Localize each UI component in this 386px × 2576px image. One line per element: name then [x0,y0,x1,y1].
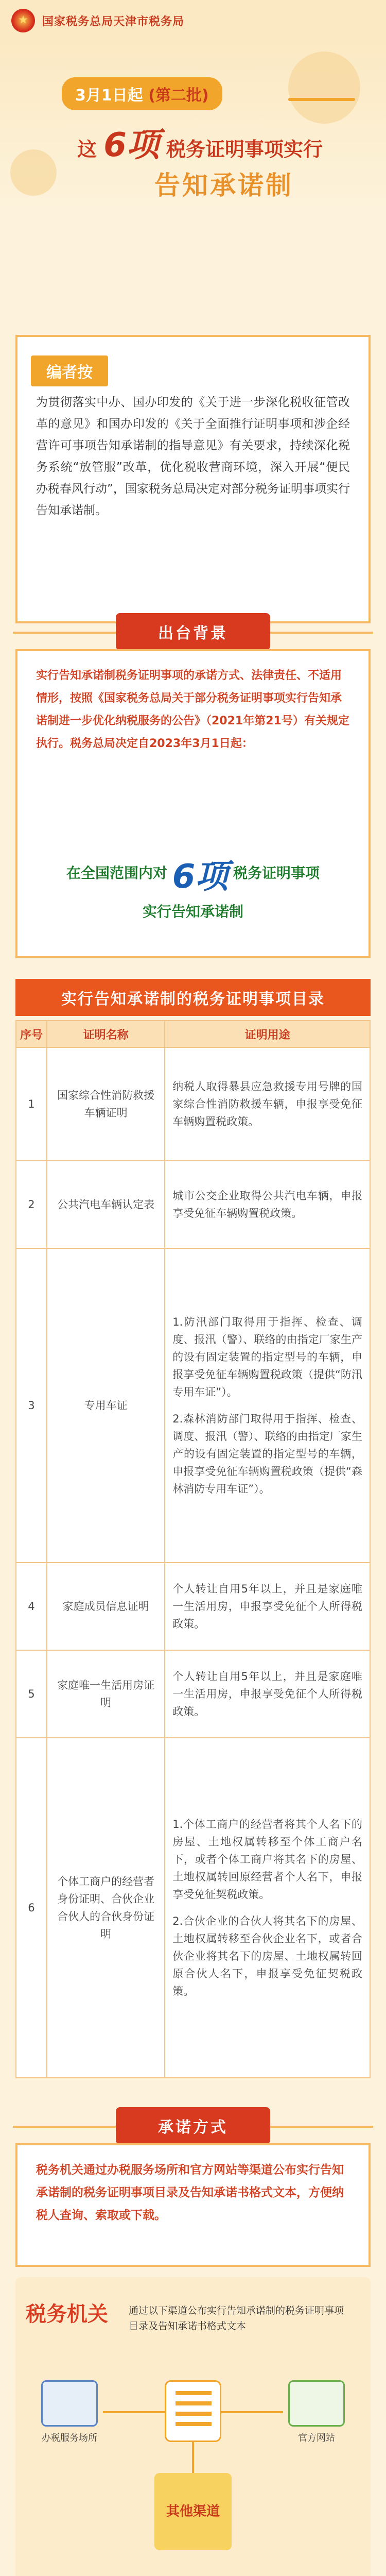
channel-service-hall [31,2380,108,2444]
row-use [165,1738,370,2078]
document-icon [165,2380,221,2442]
sub-title: 告知承诺制 [154,171,293,200]
arrow-right [221,2411,283,2413]
row-name: 专用车证 [47,1248,165,1563]
row-use-part: 2.合伙企业的合伙人将其名下的房屋、土地权属转移至合伙企业名下，或者合伙企业将其名下的房屋、土地权属转回原合伙人名下，申报享受免征契税政策。 [172,1915,362,1997]
catalog-heading: 实行告知承诺制的税务证明事项目录 [15,979,371,1016]
title-banner [0,41,386,216]
table-row [16,1738,370,2078]
scope-prefix: 在全国范围内对 [66,865,167,882]
method-text: 税务机关通过办税服务场所和官方网站等渠道公布实行告知承诺制的税务证明事项目录及告知承诺书格式文本，方便纳税人查询、索取或下载。 [36,2163,344,2222]
col-header-no: 序号 [16,1021,47,1047]
table-row [16,1563,370,1650]
scope-suffix: 税务证明事项 [233,865,320,882]
col-header-use: 证明用途 [165,1021,370,1047]
channel-website [278,2380,355,2444]
channel-other: 其他渠道 [154,2473,232,2550]
row-no: 2 [16,1161,47,1248]
title-suffix: 税务证明事项实行 [166,138,323,161]
row-name: 家庭成员信息证明 [47,1563,165,1650]
channel-label: 官方网站 [298,2433,335,2444]
background-heading: 出台背景 [116,613,270,650]
table-row [16,1161,370,1248]
editor-note-text: 为贯彻落实中办、国办印发的《关于进一步深化税收征管改革的意见》和国办印发的《关于全面推行证明事项和涉企经营许可事项告知承诺制的指导意见》有关要求，持续深化税务系统“放管服”改革，优化税收营商环境，深入开展“便民办税春风行动”，国家税务总局决定对部分税务证明事项实行告知承诺制。 [36,396,350,517]
website-icon [288,2380,345,2427]
col-header-name: 证明名称 [47,1021,165,1047]
row-use-part: 1.防汛部门取得用于指挥、检查、调度、报汛（警）、联络的由指定厂家生产的设有固定装置的指定型号的车辆，申报享受免征车辆购置税政策（提供“防汛专用车证”）。 [172,1316,362,1398]
row-name: 个体工商户的经营者身份证明、合伙企业合伙人的合伙身份证明 [47,1738,165,2078]
top-bar [0,0,386,41]
row-no: 5 [16,1650,47,1738]
table-header-row [16,1021,370,1047]
scope-statement [15,850,371,921]
row-name: 国家综合性消防救援车辆证明 [47,1047,165,1161]
title-prefix: 这 [77,138,97,161]
row-name: 公共汽电车辆认定表 [47,1161,165,1248]
row-no: 4 [16,1563,47,1650]
table-row [16,1248,370,1563]
background-text: 实行告知承诺制税务证明事项的承诺方式、法律责任、不适用情形，按照《国家税务总局关于部分税务证明事项实行告知承诺制进一步优化纳税服务的公告》（2021年第21号）有关规定执行。税务总局决定自2023年3月1日起： [36,669,349,750]
diagram-title: 税务机关 [26,2302,108,2326]
main-title [77,118,323,166]
tax-emblem-icon [11,9,35,32]
row-no: 1 [16,1047,47,1161]
decor-circle [10,149,57,196]
date-text: 3月1日起 [75,87,143,105]
decor-line [288,98,355,101]
batch-text: (第二批) [148,87,209,105]
catalog-table [15,1020,371,2078]
channel-label: 办税服务场所 [42,2433,97,2444]
diagram-desc: 通过以下渠道公布实行告知承诺制的税务证明事项目录及告知承诺书格式文本 [129,2305,344,2332]
row-name: 家庭唯一生活用房证明 [47,1650,165,1738]
method-heading: 承诺方式 [116,2107,270,2144]
row-use: 纳税人取得暴县应急救援专用号牌的国家综合性消防救援车辆，申报享受免征车辆购置税政策。 [165,1047,370,1161]
row-use-part: 1.个体工商户的经营者将其个人名下的房屋、土地权属转移至个体工商户名下，或者个体工商户将其名下的房屋、土地权属转回原经营者个人名下，申报享受免征契税政策。 [172,1818,362,1901]
row-use-part: 2.森林消防部门取得用于指挥、检查、调度、报汛（警）、联络的由指定厂家生产的设有固定装置的指定型号的车辆，申报享受免征车辆购置税政策（提供“森林消防专用车证”）。 [172,1413,362,1495]
table-row [16,1047,370,1161]
row-use: 个人转让自用5年以上，并且是家庭唯一生活用房，申报享受免征个人所得税政策。 [165,1650,370,1738]
row-use [165,1248,370,1563]
date-pill [62,77,222,110]
arrow-down [192,2442,194,2473]
row-no: 6 [16,1738,47,2078]
scope-count: 6项 [172,858,229,896]
decor-circle [288,52,360,124]
title-count: 6项 [103,126,160,164]
org-name: 国家税务总局天津市税务局 [42,15,185,28]
table-row [16,1650,370,1738]
row-no: 3 [16,1248,47,1563]
service-hall-icon [41,2380,98,2427]
row-use: 城市公交企业取得公共汽电车辆，申报享受免征车辆购置税政策。 [165,1161,370,1248]
scope-line2: 实行告知承诺制 [142,903,243,920]
arrow-left [103,2411,165,2413]
row-use: 个人转让自用5年以上，并且是家庭唯一生活用房，申报享受免征个人所得税政策。 [165,1563,370,1650]
editor-note-tag: 编者按 [31,355,108,386]
